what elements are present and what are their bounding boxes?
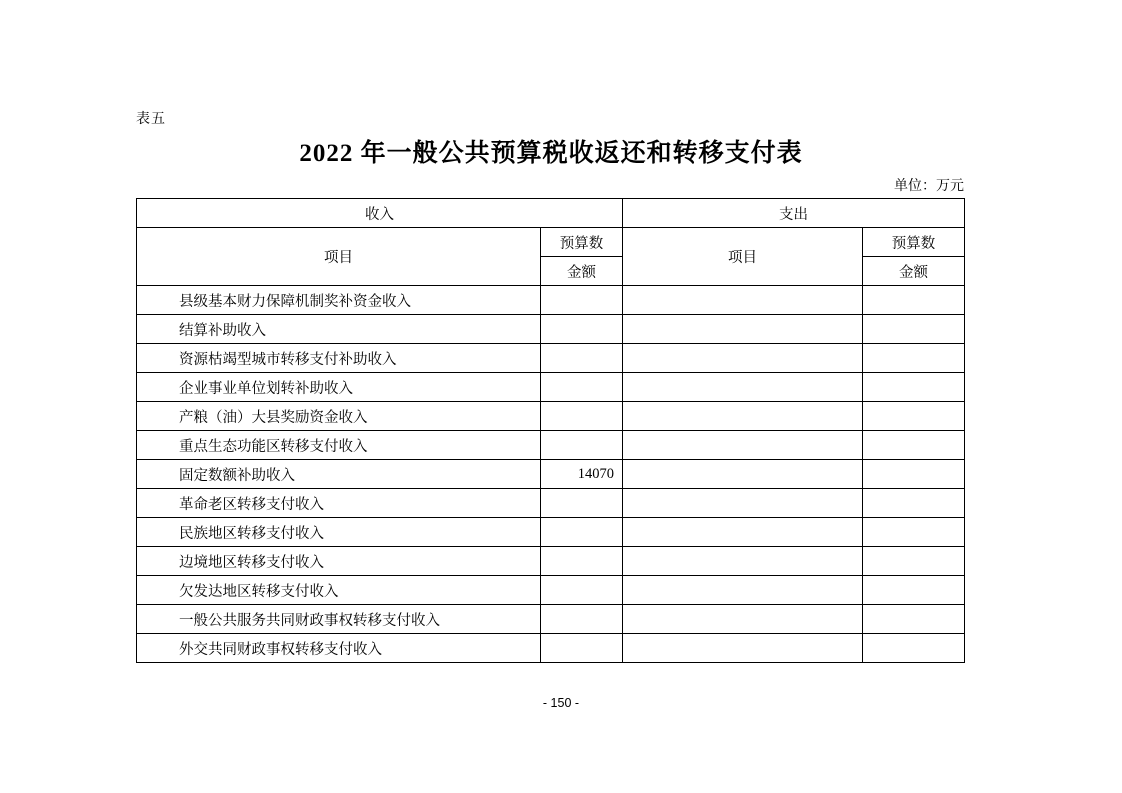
income-item-label: 结算补助收入 [137, 315, 541, 344]
income-amount-value [541, 547, 623, 576]
header-income-budget: 预算数 [541, 228, 623, 257]
table-body [137, 199, 965, 663]
income-amount-value [541, 286, 623, 315]
income-item-label: 县级基本财力保障机制奖补资金收入 [137, 286, 541, 315]
expenditure-item-label [623, 547, 863, 576]
table-row [137, 431, 965, 460]
income-item-label: 边境地区转移支付收入 [137, 547, 541, 576]
header-expenditure-item: 项目 [623, 228, 863, 286]
income-item-label: 企业事业单位划转补助收入 [137, 373, 541, 402]
income-amount-value [541, 315, 623, 344]
table-row [137, 344, 965, 373]
expenditure-amount-value [863, 286, 965, 315]
header-expenditure: 支出 [623, 199, 965, 228]
header-expenditure-budget: 预算数 [863, 228, 965, 257]
table-header-group-row [137, 199, 965, 228]
income-amount-value [541, 402, 623, 431]
expenditure-amount-value [863, 518, 965, 547]
table-row [137, 286, 965, 315]
income-item-label: 民族地区转移支付收入 [137, 518, 541, 547]
expenditure-item-label [623, 315, 863, 344]
expenditure-amount-value [863, 460, 965, 489]
header-income-amount: 金额 [541, 257, 623, 286]
budget-table-wrapper [136, 198, 964, 663]
income-item-label: 革命老区转移支付收入 [137, 489, 541, 518]
expenditure-amount-value [863, 547, 965, 576]
income-item-label: 一般公共服务共同财政事权转移支付收入 [137, 605, 541, 634]
expenditure-amount-value [863, 634, 965, 663]
income-amount-value: 14070 [541, 460, 623, 489]
sheet-label: 表五 [136, 112, 166, 127]
table-row [137, 460, 965, 489]
income-amount-value [541, 489, 623, 518]
header-income-item: 项目 [137, 228, 541, 286]
table-row [137, 547, 965, 576]
expenditure-amount-value [863, 576, 965, 605]
income-amount-value [541, 634, 623, 663]
expenditure-amount-value [863, 373, 965, 402]
expenditure-amount-value [863, 315, 965, 344]
expenditure-item-label [623, 605, 863, 634]
page-number: - 150 - [542, 696, 580, 710]
income-item-label: 固定数额补助收入 [137, 460, 541, 489]
expenditure-amount-value [863, 344, 965, 373]
expenditure-item-label [623, 576, 863, 605]
header-income: 收入 [137, 199, 623, 228]
table-row [137, 373, 965, 402]
income-amount-value [541, 373, 623, 402]
table-row [137, 605, 965, 634]
income-item-label: 欠发达地区转移支付收入 [137, 576, 541, 605]
expenditure-item-label [623, 489, 863, 518]
expenditure-item-label [623, 431, 863, 460]
header-expenditure-amount: 金额 [863, 257, 965, 286]
expenditure-item-label [623, 634, 863, 663]
income-amount-value [541, 576, 623, 605]
expenditure-item-label [623, 460, 863, 489]
income-item-label: 外交共同财政事权转移支付收入 [137, 634, 541, 663]
table-row [137, 518, 965, 547]
expenditure-item-label [623, 286, 863, 315]
table-row [137, 315, 965, 344]
income-amount-value [541, 431, 623, 460]
income-amount-value [541, 518, 623, 547]
income-item-label: 资源枯竭型城市转移支付补助收入 [137, 344, 541, 373]
income-item-label: 产粮（油）大县奖励资金收入 [137, 402, 541, 431]
unit-note: 单位：万元 [894, 179, 964, 194]
table-row [137, 402, 965, 431]
budget-table [136, 198, 965, 663]
expenditure-item-label [623, 402, 863, 431]
income-amount-value [541, 344, 623, 373]
expenditure-amount-value [863, 605, 965, 634]
expenditure-item-label [623, 344, 863, 373]
table-row [137, 576, 965, 605]
table-row [137, 634, 965, 663]
page-title: 2022 年一般公共预算税收返还和转移支付表 [299, 140, 803, 167]
table-row [137, 489, 965, 518]
expenditure-amount-value [863, 489, 965, 518]
expenditure-amount-value [863, 402, 965, 431]
income-item-label: 重点生态功能区转移支付收入 [137, 431, 541, 460]
income-amount-value [541, 605, 623, 634]
expenditure-amount-value [863, 431, 965, 460]
expenditure-item-label [623, 373, 863, 402]
table-header-sub-row-1 [137, 228, 965, 257]
expenditure-item-label [623, 518, 863, 547]
